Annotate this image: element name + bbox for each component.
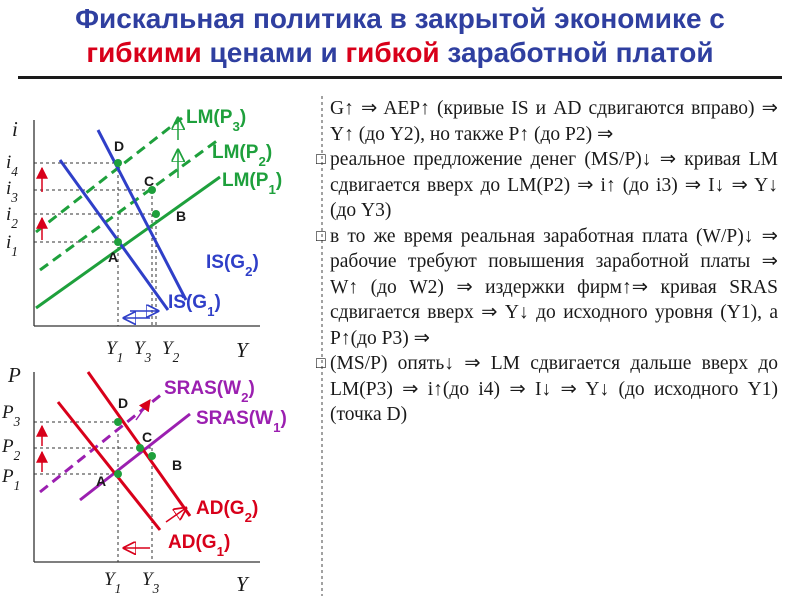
top-point-a-label: A — [108, 249, 119, 265]
paragraph-4 — [316, 351, 778, 428]
label-lm-p1: $LM(P_1)$ — [222, 170, 283, 197]
sras-shift-arrow — [136, 400, 150, 420]
title-line-1: Фискальная политика в закрытой экономике с — [75, 3, 725, 34]
paragraph-3 — [316, 224, 778, 352]
bottom-guides — [34, 422, 152, 562]
ad-as-chart — [1, 363, 287, 596]
title-words-wage: заработной платой — [447, 37, 714, 68]
bottom-point-d — [114, 418, 122, 426]
ad-shift-arrow — [166, 508, 186, 522]
bullet-mark: □ — [316, 227, 326, 245]
label-sras-w1: $SRAS(W_1)$ — [196, 408, 287, 435]
title-word-flexible-wage: гибкой — [345, 37, 440, 68]
top-axis-y-label: i — [12, 117, 18, 141]
tick-p3: $P_3$ — [2, 402, 21, 429]
bottom-point-b-label: B — [172, 457, 183, 473]
title-line-2 — [0, 36, 800, 70]
top-point-d — [114, 159, 122, 167]
bottom-point-a — [114, 470, 122, 478]
bottom-point-c-label: C — [142, 429, 153, 445]
lm-p1-line — [36, 177, 220, 308]
bottom-axis-y-label: P — [8, 363, 21, 387]
tick-p2: $P_2$ — [2, 436, 21, 463]
top-point-d-label: D — [114, 138, 125, 154]
bottom-point-c — [136, 444, 144, 452]
bullet-mark: □ — [316, 151, 326, 168]
ad-g1-line — [58, 402, 160, 530]
paragraph-4-text: (MS/P) опять↓ ⇒ LM сдвигается дальше вверх до LM(P3) ⇒ i↑(до i4) ⇒ I↓ ⇒ Y↓ (до исходного Y1) (точка D) — [330, 353, 778, 425]
label-lm-p2: $LM(P_2)$ — [212, 142, 273, 169]
top-axis-x-label: Y — [236, 338, 248, 362]
bottom-point-a-label: A — [96, 473, 107, 489]
label-is-g2: $IS(G_2)$ — [206, 252, 259, 279]
top-point-b-label: B — [176, 208, 187, 224]
title-words-prices-and: ценами и — [209, 37, 338, 68]
tick-i3: $i_3$ — [6, 178, 18, 205]
label-ad-g2: $AD(G_2)$ — [196, 498, 259, 525]
bottom-axis-x-label: Y — [236, 572, 248, 596]
bottom-point-d-label: D — [118, 395, 129, 411]
paragraph-3-text: в то же время реальная заработная плата (W/P)↓ ⇒ рабочие требуют повышения заработной платы ⇒ W↑ (до W2) ⇒ издержки фирм↑⇒ кривая SRAS сдвигается вверх ⇒ Y↓ до исходного уровня (Y1), а P↑(до P3) ⇒ — [330, 225, 778, 349]
title-divider — [18, 76, 782, 79]
label-ad-g1: $AD(G_1)$ — [168, 532, 231, 559]
title-word-flexible-prices: гибкими — [86, 37, 202, 68]
explanation-text — [316, 96, 778, 428]
label-lm-p3: $LM(P_3)$ — [186, 107, 247, 134]
tick-top-y3: $Y_3$ — [134, 338, 152, 365]
top-point-a — [114, 238, 122, 246]
paragraph-2 — [316, 147, 778, 224]
page-title — [0, 2, 800, 70]
tick-bottom-y3: $Y_3$ — [142, 569, 160, 596]
top-point-b — [152, 210, 160, 218]
label-is-g1: $IS(G_1)$ — [168, 292, 221, 319]
tick-i2: $i_2$ — [6, 204, 18, 231]
tick-i1: $i_1$ — [6, 232, 18, 259]
tick-p1: $P_1$ — [2, 466, 21, 493]
tick-top-y1: $Y_1$ — [106, 338, 124, 365]
tick-top-y2: $Y_2$ — [162, 338, 180, 365]
lm-p3-line — [36, 118, 182, 232]
is-lm-chart — [6, 107, 282, 365]
paragraph-2-text: реальное предложение денег (MS/P)↓ ⇒ кривая LM сдвигается вверх до LM(P2) ⇒ i↑ (до i3) ⇒ I↓ ⇒ Y↓ (до Y3) — [330, 149, 778, 221]
tick-bottom-y1: $Y_1$ — [104, 569, 122, 596]
label-sras-w2: $SRAS(W_2)$ — [164, 378, 255, 405]
economics-diagram — [0, 80, 330, 600]
paragraph-1: G↑ ⇒ AEP↑ (кривые IS и AD сдвигаются вправо) ⇒ Y↑ (до Y2), но также P↑ (до P2) ⇒ — [330, 98, 778, 145]
bullet-mark: □ — [316, 355, 326, 372]
tick-i4: $i_4$ — [6, 152, 18, 179]
top-point-c-label: C — [144, 173, 155, 189]
bottom-point-b — [148, 452, 156, 460]
